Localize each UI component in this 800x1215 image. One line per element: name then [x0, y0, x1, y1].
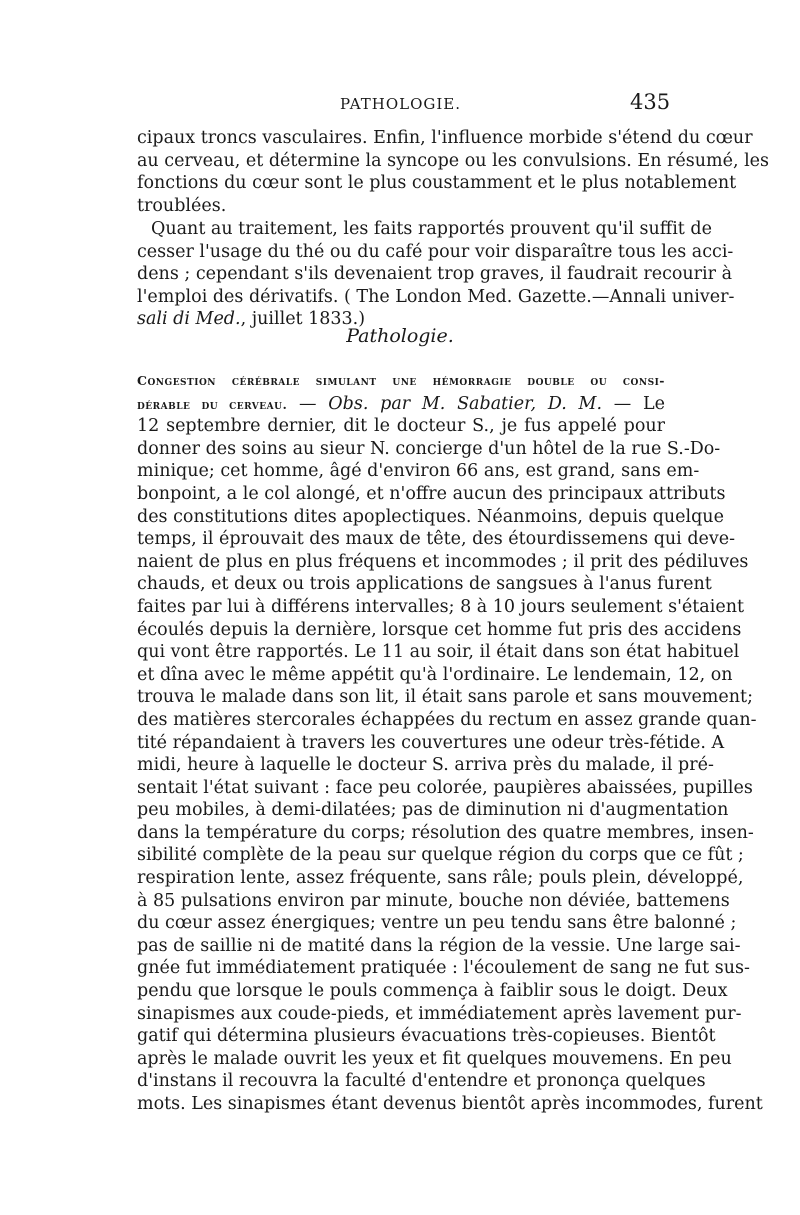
- text-line: minique; cet homme, âgé d'environ 66 ans, est grand, sans em-: [137, 461, 700, 482]
- text-line: d'instans il recouvra la faculté d'entendre et prononça quelques: [137, 1071, 706, 1092]
- text-line: qui vont être rapportés. Le 11 au soir, il était dans son état habituel: [137, 642, 740, 663]
- citation-italic: sali di Med.: [137, 309, 241, 330]
- text-line: après le malade ouvrit les yeux et fit quelques mouvemens. En peu: [137, 1048, 732, 1069]
- text-fragment: — Le: [602, 393, 665, 414]
- text-line: 12 septembre dernier, dit le docteur S., je fus appelé pour: [137, 416, 665, 437]
- text-line: naient de plus en plus fréquens et incommodes ; il prit des pédiluves: [137, 551, 749, 572]
- text-line: troublées.: [137, 195, 227, 216]
- text-line: sinapismes aux coude-pieds, et immédiatement après lavement pur-: [137, 1003, 742, 1024]
- text-line: cesser l'usage du thé ou du café pour voir disparaître tous les acci-: [137, 241, 734, 262]
- text-line: du cœur assez énergiques; ventre un peu tendu sans être balonné ;: [137, 913, 737, 934]
- text-line: gnée fut immédiatement pratiquée : l'écoulement de sang ne fut sus-: [137, 958, 750, 979]
- text-line: respiration lente, assez fréquente, sans râle; pouls plein, développé,: [137, 868, 744, 889]
- text-line: dens ; cependant s'ils devenaient trop graves, il faudrait recourir à: [137, 264, 733, 285]
- text-line: des matières stercorales échappées du rectum en assez grande quan-: [137, 709, 757, 730]
- article-body: [137, 370, 763, 1116]
- text-line: mots. Les sinapismes étant devenus bientôt après incommodes, furent: [137, 1094, 763, 1114]
- text-line: tité répandaient à travers les couvertures une odeur très-fétide. A: [137, 732, 725, 753]
- text-line: midi, heure à laquelle le docteur S. arriva près du malade, il pré-: [137, 755, 714, 776]
- section-title: Pathologie.: [346, 325, 454, 347]
- text-line: à 85 pulsations environ par minute, bouche non déviée, battemens: [137, 890, 730, 911]
- text-line: donner des soins au sieur N. concierge d'un hôtel de la rue S.-Do-: [137, 438, 721, 459]
- text-line: l'emploi des dérivatifs. ( The London Med. Gazette.—Annali univer-: [137, 286, 735, 307]
- running-title: PATHOLOGIE.: [340, 95, 461, 113]
- text-line: dans la température du corps; résolution des quatre membres, insen-: [137, 822, 754, 843]
- text-line: cipaux troncs vasculaires. Enfin, l'influence morbide s'étend du cœur: [137, 128, 753, 148]
- text-line: [137, 393, 665, 416]
- text-line: fonctions du cœur sont le plus coustamment et le plus notablement: [137, 173, 737, 194]
- text-line: au cerveau, et détermine la syncope ou les convulsions. En résumé, les: [137, 150, 770, 171]
- text-line: peu mobiles, à demi-dilatées; pas de diminution ni d'augmentation: [137, 800, 729, 821]
- text-line: pendu que lorsque le pouls commença à faiblir sous le doigt. Deux: [137, 981, 728, 1002]
- article-title-line-1: Congestion cérébrale simulant une hémorragie double ou consi-: [137, 373, 665, 388]
- article-author: Obs. par M. Sabatier, D. M.: [328, 393, 603, 414]
- text-line: faites par lui à différens intervalles; 8 à 10 jours seulement s'étaient: [137, 596, 744, 617]
- text-line: écoulés depuis la dernière, lorsque cet homme fut pris des accidens: [137, 619, 742, 640]
- page-number: 435: [630, 90, 671, 114]
- dash: —: [287, 393, 329, 414]
- paragraph-1: [137, 127, 770, 217]
- paragraph-2: [137, 218, 735, 331]
- text-line: temps, il éprouvait des maux de tête, des étourdissemens qui deve-: [137, 529, 736, 550]
- text-line: chauds, et deux ou trois applications de sangsues à l'anus furent: [137, 574, 712, 595]
- text-line: trouva le malade dans son lit, il était sans parole et sans mouvement;: [137, 687, 753, 708]
- text-line: sentait l'état suivant : face peu colorée, paupières abaissées, pupilles: [137, 777, 753, 798]
- text-line: et dîna avec le même appétit qu'à l'ordinaire. Le lendemain, 12, on: [137, 664, 733, 685]
- text-line: sibilité complète de la peau sur quelque région du corps que ce fût ;: [137, 845, 744, 866]
- text-line: des constitutions dites apoplectiques. Néanmoins, depuis quelque: [137, 506, 724, 527]
- text-line: Quant au traitement, les faits rapportés prouvent qu'il suffit de: [151, 219, 712, 239]
- citation-rest: , juillet 1833.): [240, 309, 366, 330]
- text-line: bonpoint, a le col alongé, et n'offre aucun des principaux attributs: [137, 483, 726, 504]
- text-line: gatif qui détermina plusieurs évacuations très-copieuses. Bientôt: [137, 1026, 716, 1047]
- text-line: pas de saillie ni de matité dans la région de la vessie. Une large sai-: [137, 935, 741, 956]
- article-title-line-2: dérable du cerveau.: [137, 396, 288, 412]
